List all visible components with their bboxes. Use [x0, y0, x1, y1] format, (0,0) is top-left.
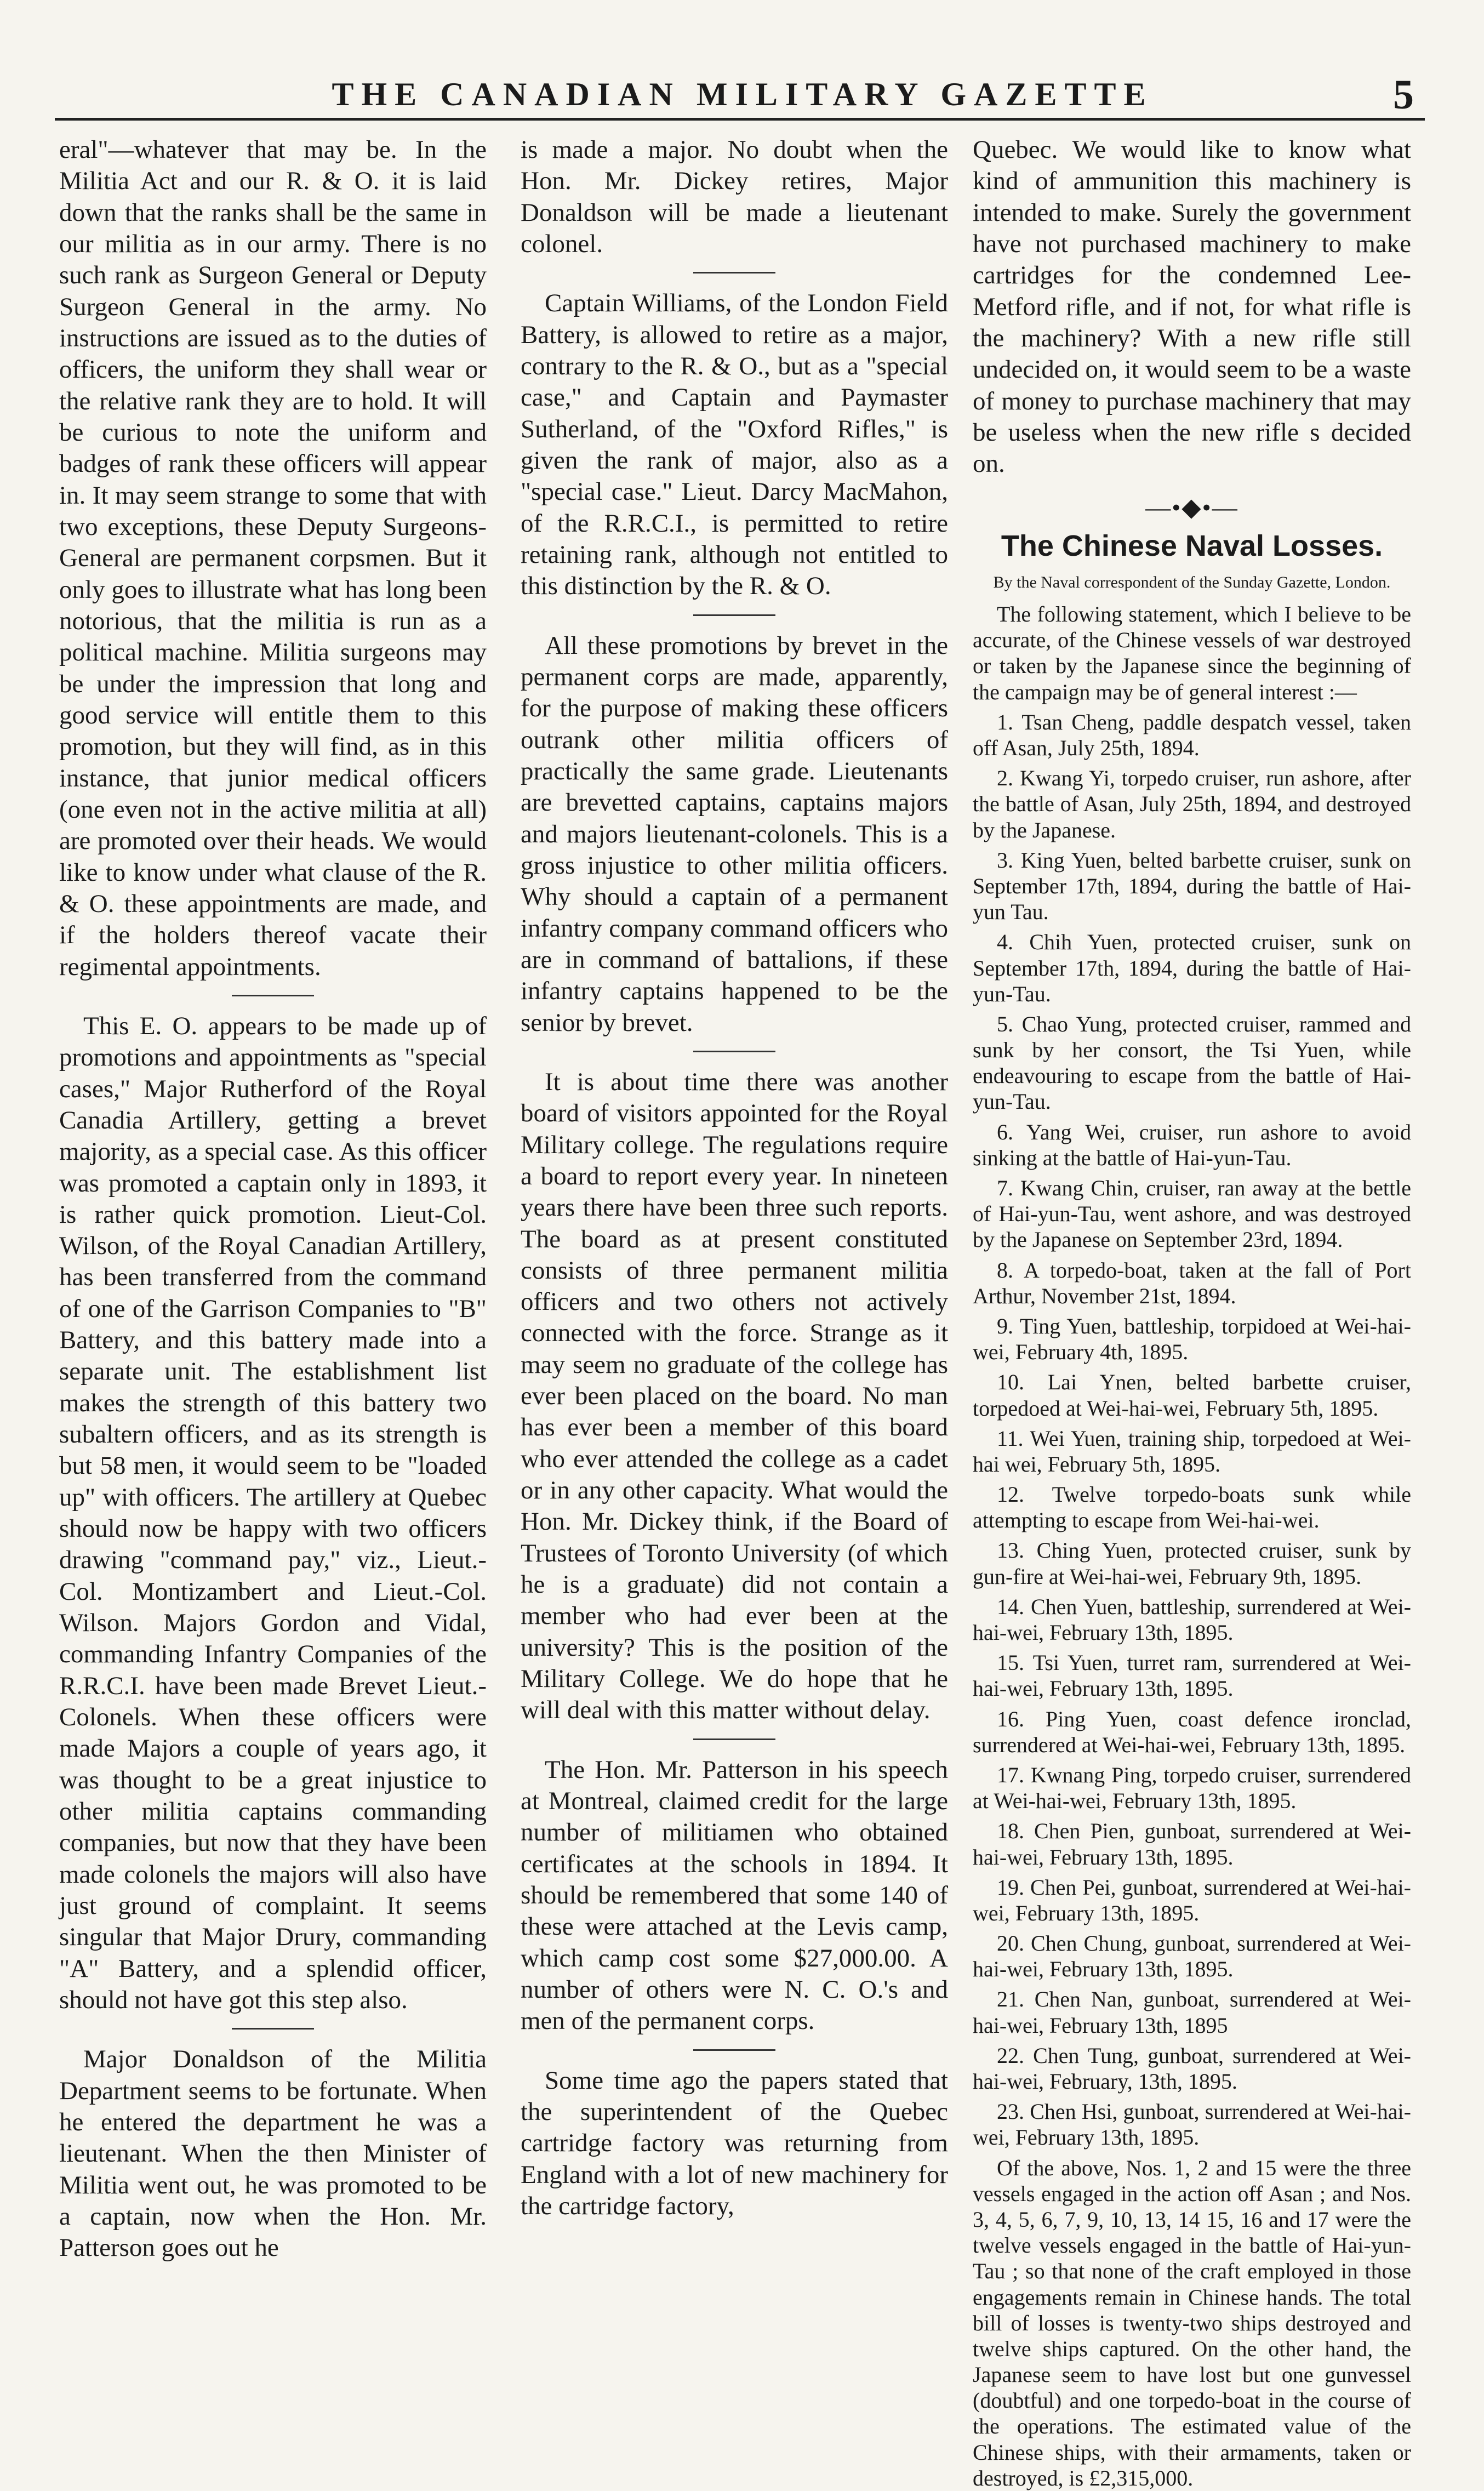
ornament-divider: —•◆•—: [1145, 493, 1238, 521]
column-2: [521, 134, 948, 2444]
vessel-list-item: 17. Kwnang Ping, torpedo cruiser, surrendered at Wei-hai-wei, February 13th, 1895.: [973, 1762, 1411, 1814]
section-divider: [693, 614, 775, 616]
vessel-list-item: 21. Chen Nan, gunboat, surrendered at Wei-hai-wei, February 13th, 1895: [973, 1987, 1411, 2038]
vessel-list-item: 3. King Yuen, belted barbette cruiser, sunk on September 17th, 1894, during the battle of Hai-yun Tau.: [973, 847, 1411, 925]
article-heading: The Chinese Naval Losses.: [1001, 529, 1383, 562]
vessel-list-item: 16. Ping Yuen, coast defence ironclad, surrendered at Wei-hai-wei, February 13th, 1895.: [973, 1706, 1411, 1757]
section-divider: [693, 1738, 775, 1740]
newspaper-title: THE CANADIAN MILITARY GAZETTE: [332, 76, 1154, 112]
vessel-list-item: 15. Tsi Yuen, turret ram, surrendered at Wei-hai-wei, February 13th, 1895.: [973, 1650, 1411, 1701]
vessel-list-item: 4. Chih Yuen, protected cruiser, sunk on September 17th, 1894, during the battle of Hai-yun-Tau.: [973, 930, 1411, 1006]
column-3: [973, 134, 1411, 2490]
vessel-list-item: 20. Chen Chung, gunboat, surrendered at Wei-hai-wei, February 13th, 1895.: [973, 1931, 1411, 1982]
header-rule: [55, 118, 1425, 121]
column-1: [59, 134, 487, 2444]
paragraph: is made a major. No doubt when the Hon. Mr. Dickey retires, Major Donaldson will be made a lieutenant colonel.: [521, 135, 948, 258]
vessel-list-item: 1. Tsan Cheng, paddle despatch vessel, taken off Asan, July 25th, 1894.: [973, 709, 1411, 761]
section-divider: [693, 2049, 775, 2051]
vessel-list-item: 12. Twelve torpedo-boats sunk while attempting to escape from Wei-hai-wei.: [973, 1482, 1411, 1533]
article-closing: Of the above, Nos. 1, 2 and 15 were the three vessels engaged in the action off Asan ; and Nos. 3, 4, 5, 6, 7, 9, 10, 13, 14 15, 16 and 17 were the twelve vessels engaged in the battle of Hai-yun-Tau ; so that none of the craft employed in those engagements remain in Chinese hands. The total bill of losses is twenty-two ships destroyed and twelve ships captured. On the other hand, the Japanese seem to have lost but one gunvessel (doubtful) and one torpedo-boat in the course of the operations. The estimated value of the Chinese ships, with their armaments, taken or destroyed, is £2,315,000.: [973, 2155, 1411, 2490]
vessel-list-item: 13. Ching Yuen, protected cruiser, sunk by gun-fire at Wei-hai-wei, February 9th, 1895.: [973, 1538, 1411, 1589]
vessel-list-item: 23. Chen Hsi, gunboat, surrendered at Wei-hai-wei, February 13th, 1895.: [973, 2099, 1411, 2150]
vessel-list-item: 18. Chen Pien, gunboat, surrendered at Wei-hai-wei, February 13th, 1895.: [973, 1819, 1411, 1869]
paragraph: It is about time there was another board of visitors appointed for the Royal Military college. The regulations require a board to report every year. In nineteen years there have been three such reports. The board as at present constituted consists of three permanent militia officers and two others not actively connected with the force. Strange as it may seem no graduate of the college has ever been placed on the board. No man has ever been a member of this board who ever attended the college as a cadet or in any other capacity. What would the Hon. Mr. Dickey think, if the Board of Trustees of Toronto University (of which he is a graduate) did not contain a member who had ever been at the university? This is the position of the Military College. We do hope that he will deal with this matter without delay.: [521, 1067, 948, 1725]
paragraph: eral"—whatever that may be. In the Militia Act and our R. & O. it is laid down that the ranks shall be the same in our militia as in our army. There is no such rank as Surgeon General or Deputy Surgeon General in the army. No instructions are issued as to the duties of officers, the uniform they shall wear or the relative rank they are to hold. It will be curious to note the uniform and badges of rank these officers will appear in. It may seem strange to some that with two exceptions, these Deputy Surgeons-General are permanent corpsmen. But it only goes to illustrate what has long been notorious, that the militia is run as a political machine. Militia surgeons may be under the impression that long and good service will entitle them to this promotion, but they will find, as in this instance, that junior medical officers (one even not in the active militia at all) are promoted over their heads. We would like to know under what clause of the R. & O. these appointments are made, and if the holders thereof vacate their regimental appointments.: [59, 135, 487, 981]
vessel-list-item: 9. Ting Yuen, battleship, torpidoed at Wei-hai-wei, February 4th, 1895.: [973, 1313, 1411, 1365]
vessel-list-item: 7. Kwang Chin, cruiser, ran away at the bettle of Hai-yun-Tau, went ashore, and was destroyed by the Japanese on September 23rd, 1894.: [973, 1176, 1411, 1252]
vessel-list-item: 8. A torpedo-boat, taken at the fall of Port Arthur, November 21st, 1894.: [973, 1257, 1411, 1308]
vessel-list: [973, 709, 1411, 2151]
article-intro: The following statement, which I believe to be accurate, of the Chinese vessels of war destroyed or taken by the Japanese since the beginning of the campaign may be of general interest :—: [973, 602, 1411, 704]
paragraph: All these promotions by brevet in the permanent corps are made, apparently, for the purpose of making these officers outrank other militia officers of practically the same grade. Lieutenants are brevetted captains, captains majors and majors lieutenant-colonels. This is a gross injustice to other militia officers. Why should a captain of a permanent infantry company command officers who are in command of battalions, if these infantry captains happened to be the senior by brevet.: [521, 631, 948, 1037]
paragraph: Captain Williams, of the London Field Battery, is allowed to retire as a major, contrary to the R. & O., but as a "special case," and Captain and Paymaster Sutherland, of the "Oxford Rifles," is given the rank of major, also as a "special case." Lieut. Darcy MacMahon, of the R.R.C.I., is permitted to retire retaining rank, although not entitled to this distinction by the R. & O.: [521, 289, 948, 601]
section-divider: [693, 1051, 775, 1052]
vessel-list-item: 6. Yang Wei, cruiser, run ashore to avoid sinking at the battle of Hai-yun-Tau.: [973, 1119, 1411, 1170]
vessel-list-item: 2. Kwang Yi, torpedo cruiser, run ashore, after the battle of Asan, July 25th, 1894, and destroyed by the Japanese.: [973, 766, 1411, 842]
paragraph: This E. O. appears to be made up of promotions and appointments as "special cases," Major Rutherford of the Royal Canadia Artillery, getting a brevet majority, as a special case. As this officer was promoted a captain only in 1893, it is rather quick promotion. Lieut-Col. Wilson, of the Royal Canadian Artillery, has been transferred from the command of one of the Garrison Companies to "B" Battery, and this battery made into a separate unit. The establishment list makes the strength of this battery two subaltern officers, and as its strength is but 58 men, it would seem to be "loaded up" with officers. The artillery at Quebec should now be happy with two officers drawing "command pay," viz., Lieut.-Col. Montizambert and Lieut.-Col. Wilson. Majors Gordon and Vidal, commanding Infantry Companies of the R.R.C.I. have been made Brevet Lieut.-Colonels. When these officers were made Majors a couple of years ago, it was thought to be a great injustice to other militia captains commanding companies, but now that they have been made colonels the majors will also have just ground of complaint. It seems singular that Major Drury, commanding "A" Battery, and a splendid officer, should not have got this step also.: [59, 1011, 487, 2015]
section-divider: [693, 272, 775, 273]
page-number: 5: [1393, 72, 1414, 118]
vessel-list-item: 10. Lai Ynen, belted barbette cruiser, torpedoed at Wei-hai-wei, February 5th, 1895.: [973, 1370, 1411, 1421]
article-byline: By the Naval correspondent of the Sunday Gazette, London.: [993, 573, 1391, 591]
vessel-list-item: 11. Wei Yuen, training ship, torpedoed at Wei-hai wei, February 5th, 1895.: [973, 1426, 1411, 1477]
section-divider: [232, 2028, 314, 2030]
paragraph: Quebec. We would like to know what kind of ammunition this machinery is intended to make. Surely the government have not purchased machinery to make cartridges for the condemned Lee-Metford rifle, and if not, for what rifle is the machinery? With a new rifle still undecided on, it would seem to be a waste of money to purchase machinery that may be useless when the new rifle s decided on.: [973, 135, 1411, 478]
paragraph: The Hon. Mr. Patterson in his speech at Montreal, claimed credit for the large number of militiamen who obtained certificates at the schools in 1894. It should be remembered that some 140 of these were attached at the Levis camp, which camp cost some $27,000.00. A number of others were N. C. O.'s and men of the permanent corps.: [521, 1755, 948, 2036]
vessel-list-item: 22. Chen Tung, gunboat, surrendered at Wei-hai-wei, February, 13th, 1895.: [973, 2043, 1411, 2094]
vessel-list-item: 5. Chao Yung, protected cruiser, rammed and sunk by her consort, the Tsi Yuen, while endeavouring to escape from the battle of Hai-yun-Tau.: [973, 1011, 1411, 1114]
paragraph: Some time ago the papers stated that the superintendent of the Quebec cartridge factory was returning from England with a lot of new machinery for the cartridge factory,: [521, 2066, 948, 2221]
vessel-list-item: 19. Chen Pei, gunboat, surrendered at Wei-hai-wei, February 13th, 1895.: [973, 1874, 1411, 1925]
section-divider: [232, 995, 314, 996]
paragraph: Major Donaldson of the Militia Department seems to be fortunate. When he entered the department he was a lieutenant. When the then Minister of Militia went out, he was promoted to be a captain, now when the Hon. Mr. Patterson goes out he: [59, 2045, 487, 2262]
vessel-list-item: 14. Chen Yuen, battleship, surrendered at Wei-hai-wei, February 13th, 1895.: [973, 1594, 1411, 1645]
